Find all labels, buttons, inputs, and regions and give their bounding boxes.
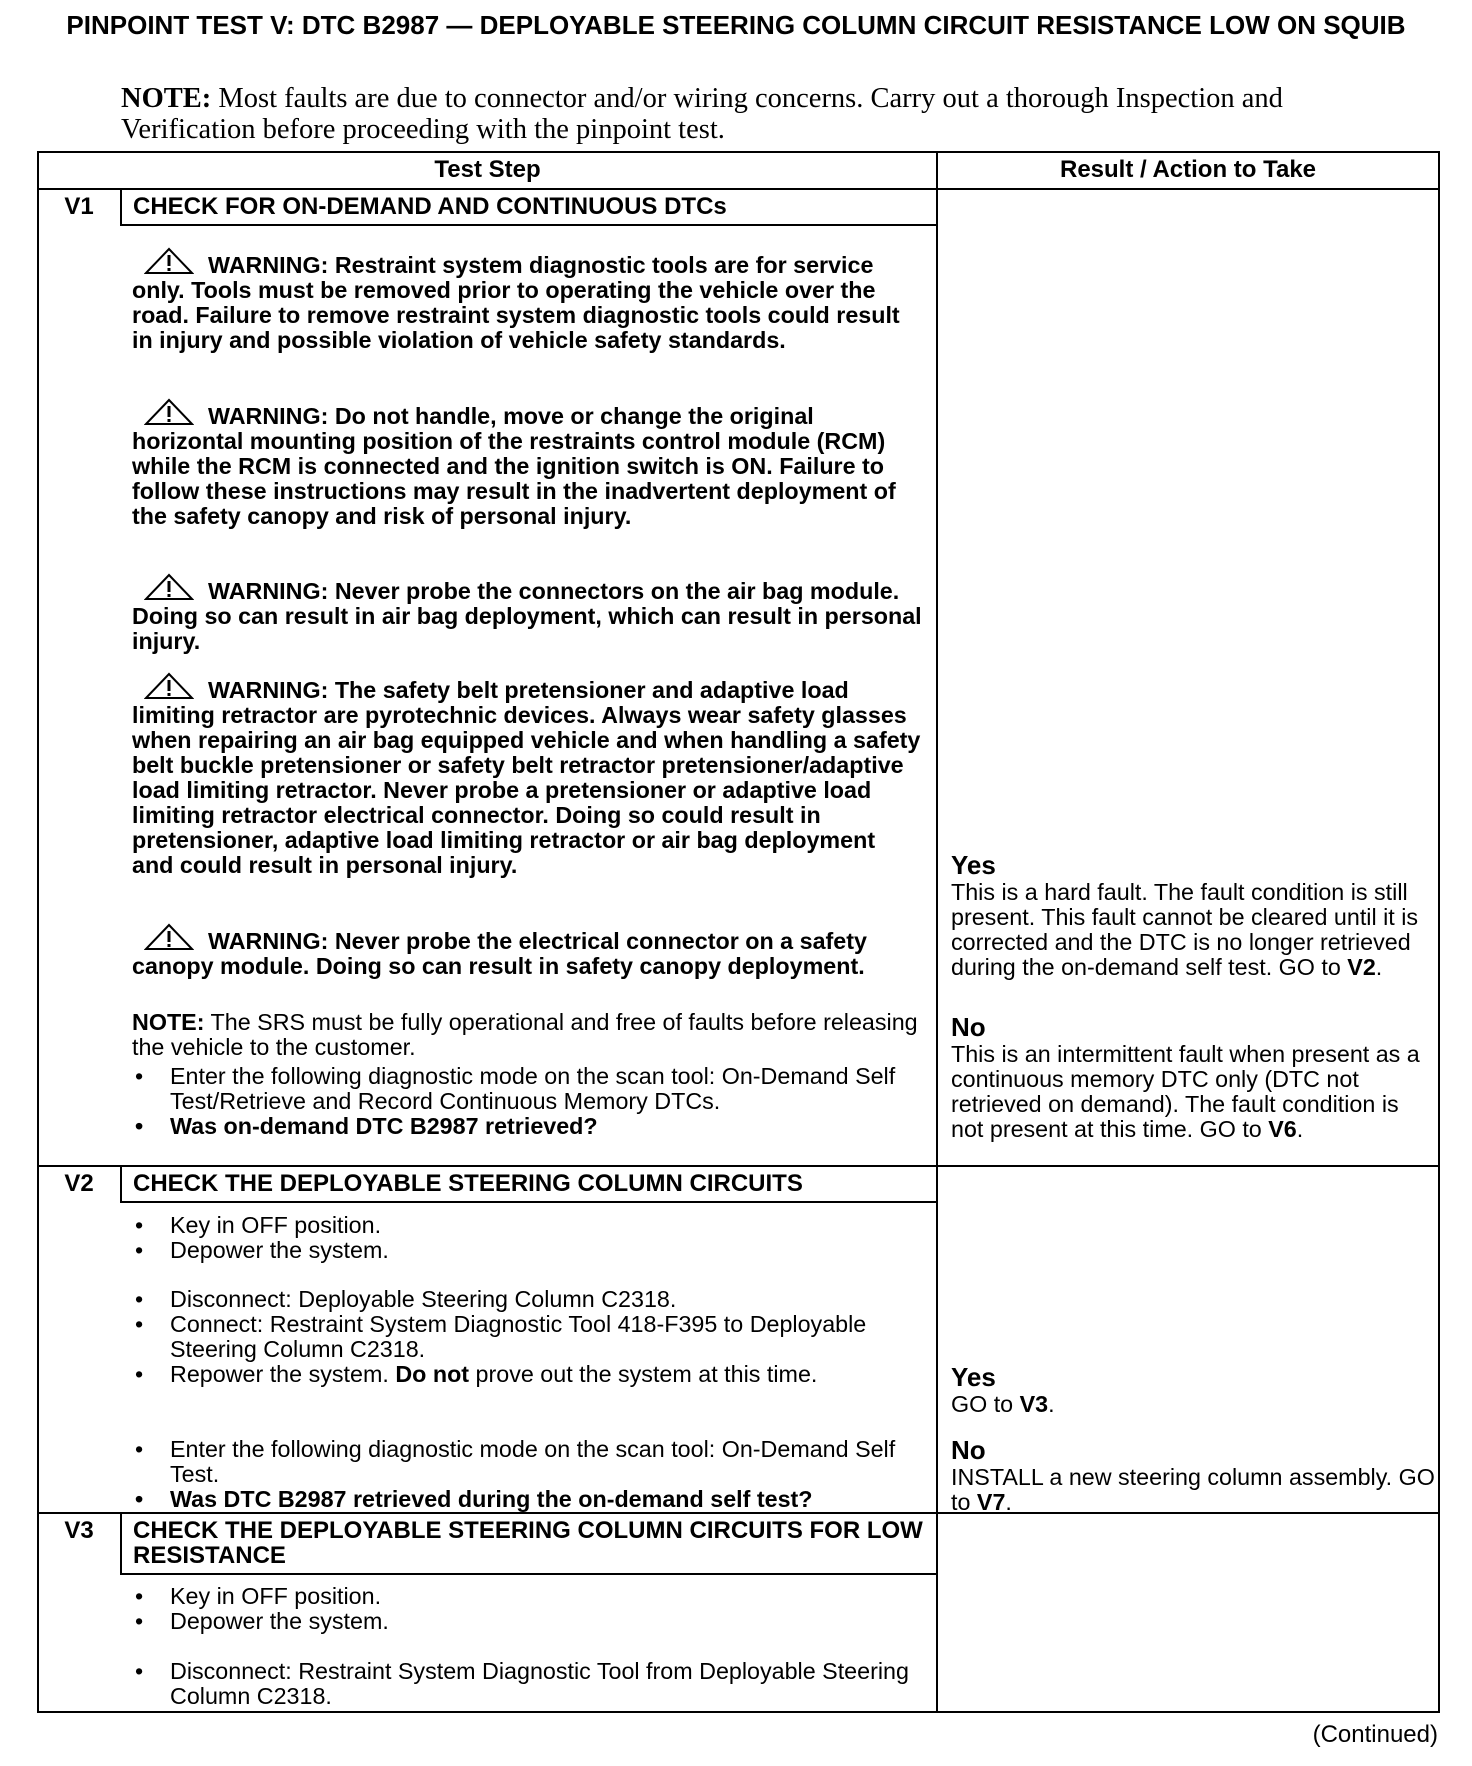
column-header-test-step: Test Step: [434, 156, 541, 183]
v1-bullet-1: • Enter the following diagnostic mode on the scan tool: On-Demand Self Test/Retrieve and Record Continuous Memory DTCs.: [132, 1064, 922, 1114]
warning-icon: [144, 398, 194, 426]
step-id-v2: V2: [64, 1170, 94, 1197]
v1-warning-3: [132, 573, 922, 654]
v2-id-divider: [120, 1165, 122, 1202]
v2-title-rule: [120, 1201, 937, 1203]
intro-note: [121, 83, 1321, 145]
v1-no-goto[interactable]: V6: [1268, 1116, 1297, 1142]
v1-warning-5-text: WARNING: Never probe the electrical connector on a safety canopy module. Doing so can result in safety canopy deployment.: [132, 928, 867, 979]
page-title: PINPOINT TEST V: DTC B2987 — DEPLOYABLE STEERING COLUMN CIRCUIT RESISTANCE LOW ON SQUIB: [66, 10, 1406, 40]
warning-icon: [144, 573, 194, 601]
column-header-result: Result / Action to Take: [1059, 156, 1317, 183]
v1-note: [132, 1010, 922, 1060]
v2-group-2: [132, 1287, 922, 1387]
v1-title-rule: [120, 224, 937, 226]
v1-warning-2: [132, 398, 922, 529]
continued-label: (Continued): [1312, 1721, 1438, 1748]
v1-warning-3-text: WARNING: Never probe the connectors on the air bag module. Doing so can result in air bag deployment, which can result in personal injury.: [132, 578, 922, 654]
v2-result-no: [951, 1435, 1436, 1515]
v2-question: • Was DTC B2987 retrieved during the on-demand self test?: [132, 1487, 922, 1512]
header-rule: [37, 188, 1440, 190]
warning-icon: [144, 672, 194, 700]
v1-yes-label: Yes: [951, 850, 996, 880]
v3-bullet-disconnect: • Disconnect: Restraint System Diagnostic Tool from Deployable Steering Column C2318.: [132, 1659, 922, 1709]
v2-yes-text: GO to V3.: [951, 1391, 1055, 1417]
v3-title-rule: [120, 1573, 937, 1575]
v3-group-2: [132, 1659, 922, 1709]
v2-yes-label: Yes: [951, 1362, 996, 1392]
column-divider: [936, 151, 938, 1713]
v1-warning-1-text: WARNING: Restraint system diagnostic tools are for service only. Tools must be removed prior to operating the vehicle over the road. Failure to remove restraint system diagnostic tools could result in injury and possible violation of vehicle safety standards.: [132, 252, 900, 353]
v1-warning-4: [132, 672, 922, 878]
v2-group-3: [132, 1437, 922, 1512]
v1-end-rule: [37, 1165, 1440, 1167]
v2-bullet-enter-mode: • Enter the following diagnostic mode on the scan tool: On-Demand Self Test.: [132, 1437, 922, 1487]
v2-no-goto[interactable]: V7: [976, 1489, 1006, 1515]
v3-bullet-depower: • Depower the system.: [132, 1609, 922, 1634]
v2-no-label: No: [951, 1435, 986, 1465]
intro-note-label: NOTE:: [121, 83, 212, 114]
v1-note-text: The SRS must be fully operational and free of faults before releasing the vehicle to the customer.: [132, 1009, 918, 1060]
v2-yes-goto[interactable]: V3: [1019, 1391, 1049, 1417]
v2-bullet-disconnect: • Disconnect: Deployable Steering Column C2318.: [132, 1287, 922, 1312]
step-id-v1: V1: [64, 193, 94, 220]
v1-note-label: NOTE:: [132, 1009, 205, 1035]
v1-warning-5: [132, 923, 922, 979]
v1-id-divider: [120, 188, 122, 225]
v1-result-yes: [951, 850, 1436, 980]
v3-bullet-key-off: • Key in OFF position.: [132, 1584, 922, 1609]
v2-result-yes: [951, 1362, 1436, 1417]
v2-bullet-connect: • Connect: Restraint System Diagnostic Tool 418-F395 to Deployable Steering Column C2318.: [132, 1312, 922, 1362]
v1-no-text: This is an intermittent fault when present as a continuous memory DTC only (DTC not retrieved on demand). The fault condition is not present at this time. GO to V6.: [951, 1041, 1420, 1142]
v1-no-label: No: [951, 1012, 986, 1042]
v1-warning-1: [132, 247, 922, 353]
v2-no-text: INSTALL a new steering column assembly. GO to V7.: [951, 1464, 1435, 1515]
v2-bullet-repower: • Repower the system. Do not prove out the system at this time.: [132, 1362, 922, 1387]
v1-yes-goto[interactable]: V2: [1347, 954, 1376, 980]
v2-group-1: [132, 1213, 922, 1263]
v1-bullets: [132, 1064, 922, 1139]
v1-warning-2-text: WARNING: Do not handle, move or change the original horizontal mounting position of the restraints control module (RCM) while the RCM is connected and the ignition switch is ON. Failure to follow these instructions may result in the inadvertent deployment of the safety canopy and risk of personal injury.: [132, 403, 896, 529]
v2-bullet-key-off: • Key in OFF position.: [132, 1213, 922, 1238]
v3-group-1: [132, 1584, 922, 1634]
warning-icon: [144, 923, 194, 951]
v1-question: • Was on-demand DTC B2987 retrieved?: [132, 1114, 922, 1139]
v1-yes-text: This is a hard fault. The fault condition is still present. This fault cannot be cleared until it is corrected and the DTC is no longer retrieved during the on-demand self test. GO to V2.: [951, 879, 1419, 980]
v1-result-no: [951, 1012, 1436, 1142]
warning-icon: [144, 247, 194, 275]
v3-id-divider: [120, 1512, 122, 1574]
step-title-v1: CHECK FOR ON-DEMAND AND CONTINUOUS DTCs: [133, 193, 727, 220]
step-title-v3: CHECK THE DEPLOYABLE STEERING COLUMN CIRCUITS FOR LOW RESISTANCE: [133, 1517, 923, 1569]
step-title-v2: CHECK THE DEPLOYABLE STEERING COLUMN CIRCUITS: [133, 1170, 803, 1197]
intro-note-text: Most faults are due to connector and/or wiring concerns. Carry out a thorough Inspection and Verification before proceeding with the pinpoint test.: [121, 83, 1283, 145]
v1-warning-4-text: WARNING: The safety belt pretensioner and adaptive load limiting retractor are pyrotechnic devices. Always wear safety glasses when repairing an air bag equipped vehicle and when handling a safety belt buckle pretensioner or safety belt retractor pretensioner/adaptive load limiting retractor. Never probe a pretensioner or adaptive load limiting retractor electrical connector. Doing so could result in pretensioner, adaptive load limiting retractor or air bag deployment and could result in personal injury.: [132, 677, 921, 878]
step-id-v3: V3: [64, 1517, 94, 1544]
v2-bullet-depower: • Depower the system.: [132, 1238, 922, 1263]
